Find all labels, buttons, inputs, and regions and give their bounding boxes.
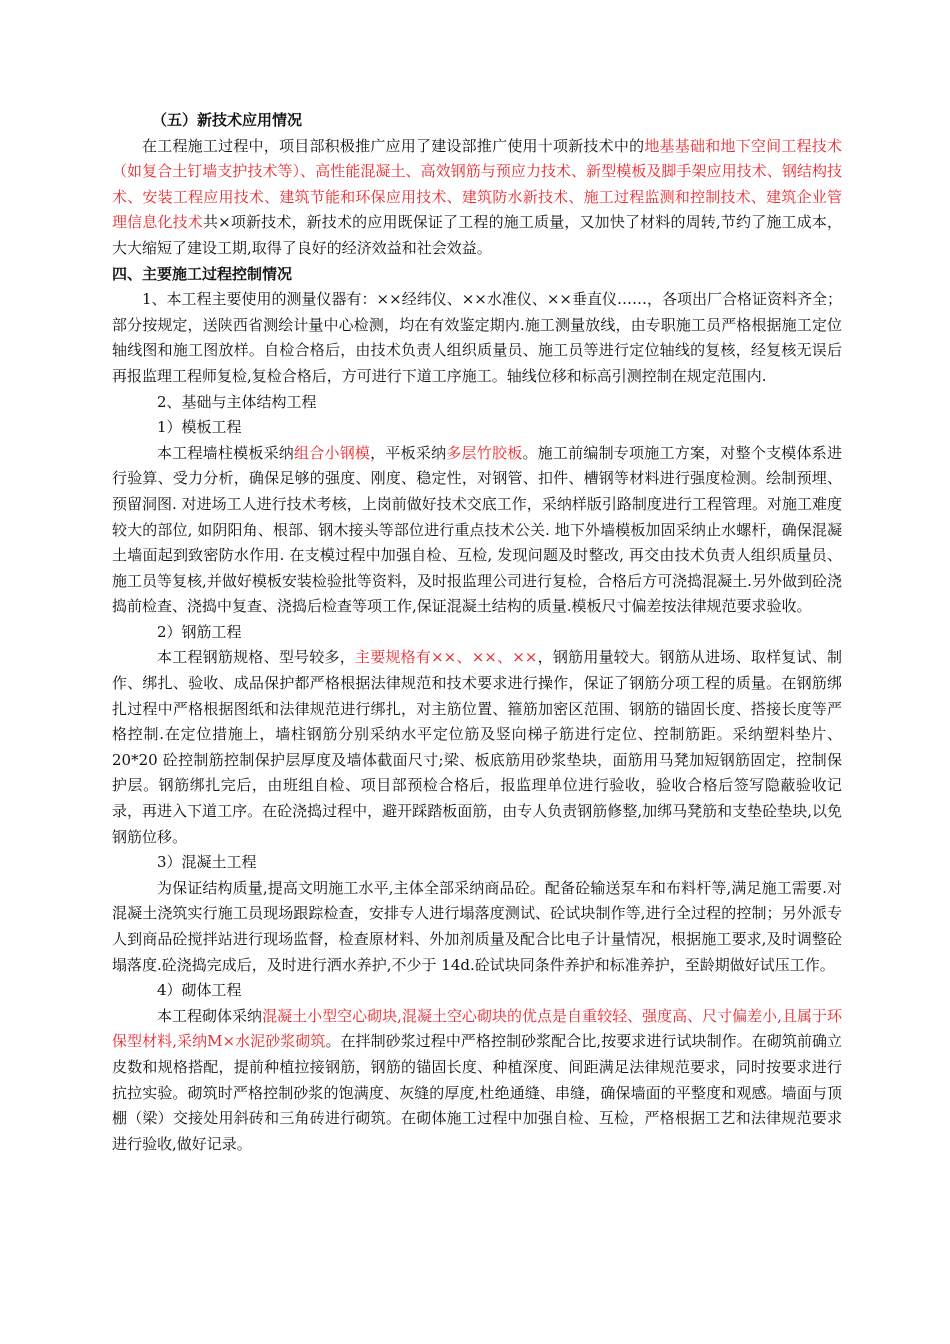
text-run: 。在拌制砂浆过程中严格控制砂浆配合比,按要求进行试块制作。在砌筑前确立皮数和规格搭配，提前种植拉接钢筋，钢筋的锚固长度、种植深度、间距满足法律规范要求，同时按要求进行抗拉实验。砌筑时严格控制砂浆的饱满度、灰缝的厚度,杜绝通缝、串缝，确保墙面的平整度和观感。墙面与顶棚（梁）交接处用斜砖和三角砖进行砌筑。在砌体施工过程中加强自检、互检，严格根据工艺和法律规范要求进行验收,做好记录。 <box>112 1032 842 1153</box>
highlighted-text: 多层竹胶板 <box>446 443 523 462</box>
text-run: 本工程墙柱模板采纳 <box>157 443 295 462</box>
highlighted-text: 主要规格有××、××、×× <box>354 648 538 667</box>
subheading-foundation-structure: 2、基础与主体结构工程 <box>157 392 317 411</box>
text-run: ，平板采纳 <box>370 443 447 462</box>
paragraph-concrete: 为保证结构质量,提高文明施工水平,主体全部采纳商品砼。配备砼输送泵车和布料杆等,满足施工需要.对混凝土浇筑实行施工员现场跟踪检查，安排专人进行塌落度测试、砼试块制作等,进行全过程的控制；另外派专人到商品砼搅拌站进行现场监督，检查原材料、外加剂质量及配合比电子计量情况，根据施工要求,及时调整砼塌落度.砼浇捣完成后，及时进行洒水养护,不少于 14d.砼试块同条件养护和标准养护，至龄期做好试压工作。 <box>112 878 842 974</box>
text-run: 本工程钢筋规格、型号较多， <box>157 648 355 667</box>
document-page <box>112 108 842 1157</box>
paragraph-new-tech <box>112 134 842 262</box>
section-heading-new-tech: （五）新技术应用情况 <box>152 111 303 129</box>
paragraph-masonry <box>112 1004 842 1158</box>
subheading-formwork: 1）模板工程 <box>157 418 242 437</box>
highlighted-text: 地基基础和地下空间工程技术（如复合土钉墙支护技术等）、高性能混凝土、高效钢筋与预应力技术、新型模板及脚手架应用技术、钢结构技术、安装工程应用技术、建筑节能和环保应用技术、建筑防水新技术、施工过程监测和控制技术、建筑企业管理信息化技术 <box>112 136 842 232</box>
section-heading-process-control: 四、主要施工过程控制情况 <box>112 264 293 283</box>
subheading-rebar: 2）钢筋工程 <box>157 622 242 641</box>
text-run: 共×项新技术，新技术的应用既保证了工程的施工质量，又加快了材料的周转,节约了施工成本，大大缩短了建设工期,取得了良好的经济效益和社会效益。 <box>112 213 842 257</box>
subheading-concrete: 3）混凝土工程 <box>157 853 257 872</box>
paragraph-rebar <box>112 645 842 850</box>
highlighted-text: 混凝土小型空心砌块,混凝土空心砌块的优点是自重较轻、强度高、尺寸偏差小,且属于环保型材料,采纳M×水泥砂浆砌筑 <box>112 1006 842 1051</box>
subheading-masonry: 4）砌体工程 <box>157 981 242 1000</box>
text-run: 在工程施工过程中，项目部积极推广应用了建设部推广使用十项新技术中的 <box>142 136 645 155</box>
text-run: 本工程砌体采纳 <box>157 1006 263 1025</box>
highlighted-text: 组合小钢模 <box>294 443 371 462</box>
text-run: 。施工前编制专项施工方案，对整个支模体系进行验算、受力分析，确保足够的强度、刚度、稳定性，对钢管、扣件、槽钢等材料进行强度检测。绘制预埋、预留洞图. 对进场工人进行技术考核，上岗前做好技术交底工作，采纳样版引路制度进行工程管理。对施工难度较大的部位, 如阴阳角、根部、钢木接头等部位进行重点技术公关. 地下外墙模板加固采纳止水螺杆，确保混凝土墙面起到致密防水作用. 在支模过程中加强自检、互检, 发现问题及时整改, 再交由技术负责人组织质量员、施工员等复核,并做好模板安装检验批等资料，及时报监理公司进行复检，合格后方可浇捣混凝土.另外做到砼浇捣前检查、浇捣中复查、浇捣后检查等项工作,保证混凝土结构的质量.模板尺寸偏差按法律规范要求验收。 <box>112 443 842 616</box>
paragraph-survey-instruments: 1、本工程主要使用的测量仪器有：××经纬仪、××水准仪、××垂直仪……，各项出厂合格证资料齐全；部分按规定，送陕西省测绘计量中心检测，均在有效鉴定期内.施工测量放线，由专职施工员严格根据施工定位轴线图和施工图放样。自检合格后，由技术负责人组织质量员、施工员等进行定位轴线的复核，经复核无误后再报监理工程师复检,复检合格后，方可进行下道工序施工。轴线位移和标高引测控制在规定范围内. <box>112 290 842 385</box>
paragraph-formwork <box>112 441 842 620</box>
text-run: ，钢筋用量较大。钢筋从进场、取样复试、制作、绑扎、验收、成品保护都严格根据法律规范和技术要求进行操作，保证了钢筋分项工程的质量。在钢筋绑扎过程中严格根据图纸和法律规范进行绑扎，对主筋位置、箍筋加密区范围、钢筋的锚固长度、搭接长度等严格控制.在定位措施上，墙柱钢筋分别采纳水平定位筋及竖向梯子筋进行定位、控制筋距。采纳塑料垫片、20*20 砼控制筋控制保护层厚度及墙体截面尺寸;梁、板底筋用砂浆垫块，面筋用马凳加短钢筋固定，控制保护层。钢筋绑扎完后，由班组自检、项目部预检合格后，报监理单位进行验收，验收合格后签写隐蔽验收记录，再进入下道工序。在砼浇捣过程中，避开踩踏板面筋，由专人负责钢筋修整,加绑马凳筋和支垫砼垫块,以免钢筋位移。 <box>112 648 842 846</box>
